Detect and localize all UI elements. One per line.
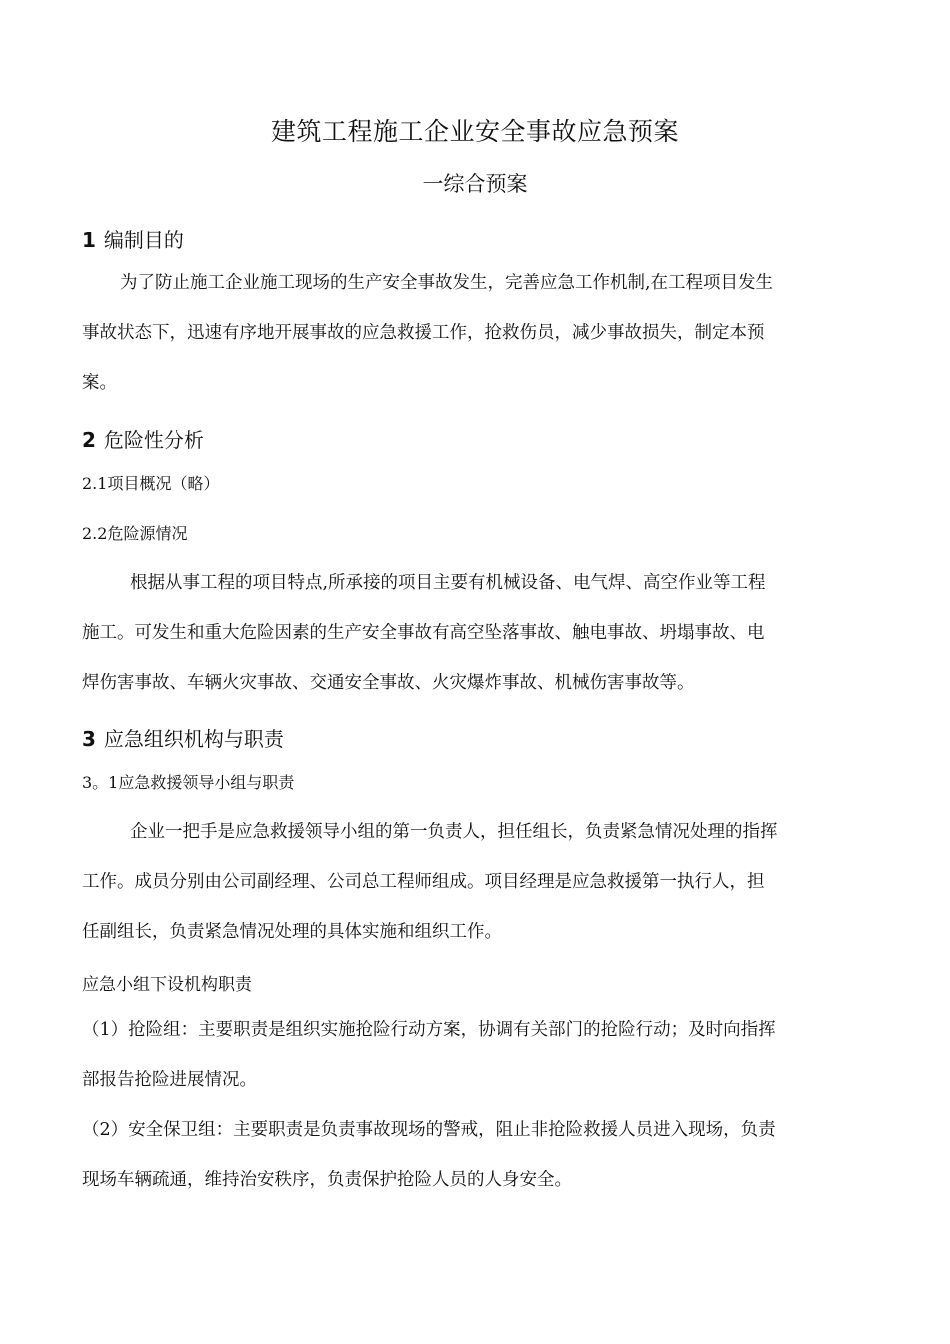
section-3-1-heading: 3。1应急救援领导小组与职责 bbox=[82, 773, 295, 792]
section-2-line-3: 焊伤害事故、车辆火灾事故、交通安全事故、火灾爆炸事故、机械伤害事故等。 bbox=[82, 673, 695, 693]
section-3-paragraph bbox=[82, 807, 842, 957]
section-2-title: 危险性分析 bbox=[103, 428, 204, 452]
section-2-2-heading: 2.2危险源情况 bbox=[82, 524, 188, 543]
section-1-heading bbox=[82, 224, 184, 253]
section-1-paragraph bbox=[82, 258, 842, 408]
item-1-line-1: （1）抢险组：主要职责是组织实施抢险行动方案，协调有关部门的抢险行动；及时向指挥 bbox=[82, 1020, 776, 1040]
section-2-paragraph bbox=[82, 558, 842, 708]
section-3-subheading: 应急小组下设机构职责 bbox=[82, 975, 252, 995]
section-1-line-3: 案。 bbox=[82, 373, 117, 393]
section-3-line-3: 任副组长，负责紧急情况处理的具体实施和组织工作。 bbox=[82, 922, 502, 942]
section-3-title: 应急组织机构与职责 bbox=[103, 727, 284, 751]
section-3-line-2: 工作。成员分别由公司副经理、公司总工程师组成。项目经理是应急救援第一执行人，担 bbox=[82, 872, 765, 892]
section-3-item-1 bbox=[82, 1005, 842, 1105]
item-2-line-2: 现场车辆疏通，维持治安秩序，负责保护抢险人员的人身安全。 bbox=[82, 1170, 572, 1190]
item-2-line-1: （2）安全保卫组：主要职责是负责事故现场的警戒，阻止非抢险救援人员进入现场，负责 bbox=[82, 1120, 776, 1140]
section-3-number: 3 bbox=[82, 727, 96, 751]
section-2-number: 2 bbox=[82, 428, 96, 452]
section-1-line-2: 事故状态下，迅速有序地开展事故的应急救援工作，抢救伤员，减少事故损失，制定本预 bbox=[82, 323, 765, 343]
document-subtitle: 一综合预案 bbox=[422, 172, 528, 196]
section-2-1-heading: 2.1项目概况（略） bbox=[82, 474, 220, 493]
section-3-line-1: 企业一把手是应急救援领导小组的第一负责人，担任组长，负责紧急情况处理的指挥 bbox=[130, 822, 778, 842]
section-2-line-1: 根据从事工程的项目特点,所承接的项目主要有机械设备、电气焊、高空作业等工程 bbox=[130, 573, 766, 593]
section-3-heading bbox=[82, 723, 284, 752]
section-1-line-1: 为了防止施工企业施工现场的生产安全事故发生，完善应急工作机制,在工程项目发生 bbox=[120, 273, 774, 293]
section-1-number: 1 bbox=[82, 228, 96, 252]
item-1-line-2: 部报告抢险进展情况。 bbox=[82, 1070, 257, 1090]
section-3-item-2 bbox=[82, 1105, 842, 1205]
section-2-heading bbox=[82, 424, 204, 453]
section-2-line-2: 施工。可发生和重大危险因素的生产安全事故有高空坠落事故、触电事故、坍塌事故、电 bbox=[82, 623, 765, 643]
section-1-title: 编制目的 bbox=[103, 228, 184, 252]
document-title: 建筑工程施工企业安全事故应急预案 bbox=[270, 117, 679, 146]
